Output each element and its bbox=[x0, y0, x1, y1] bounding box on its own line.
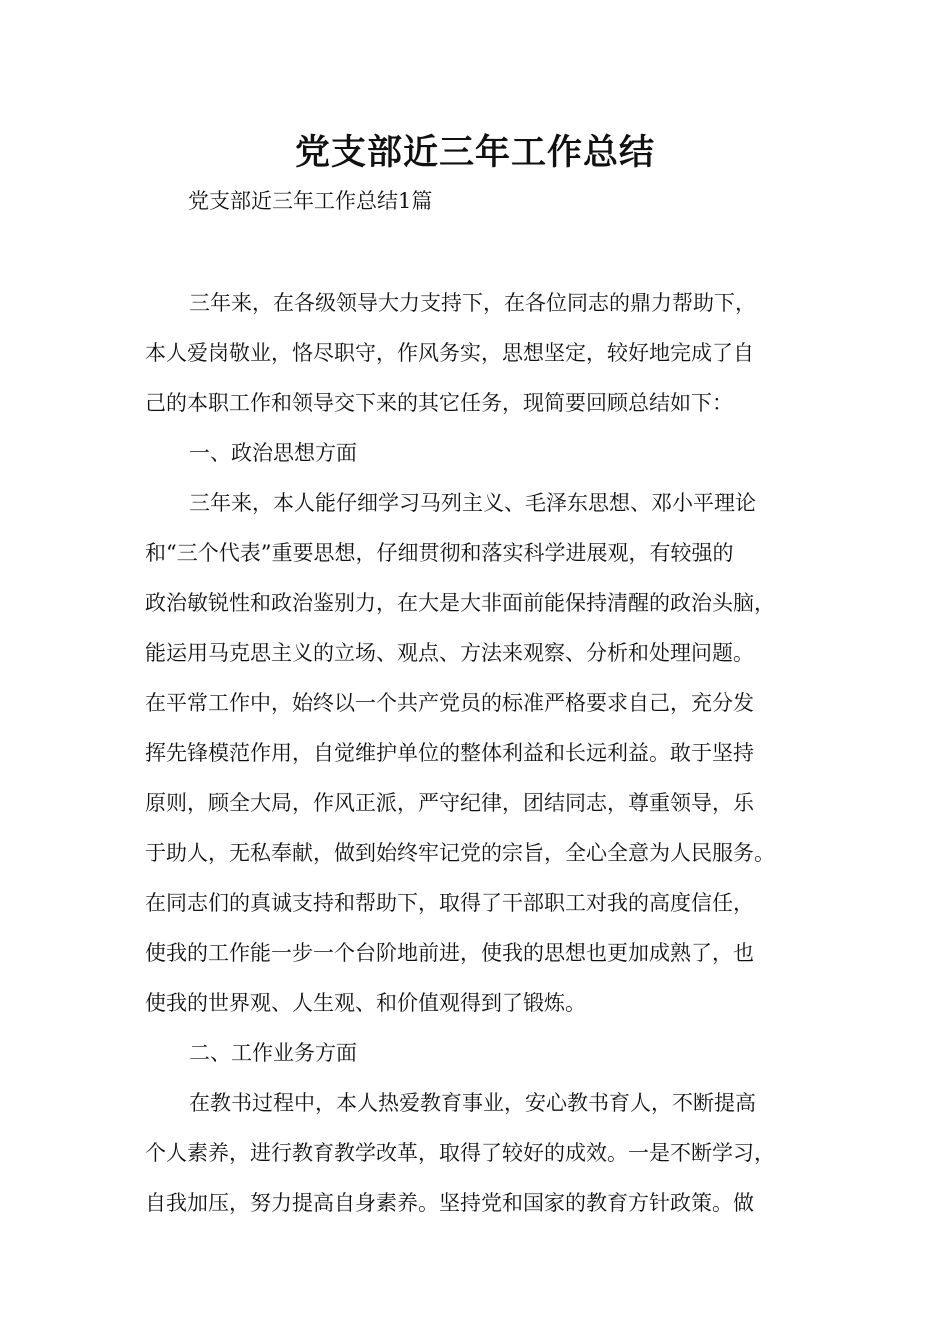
body-line: 于助人，无私奉献，做到始终牢记党的宗旨，全心全意为人民服务。 bbox=[145, 841, 775, 865]
document-subtitle: 党支部近三年工作总结1篇 bbox=[188, 189, 433, 213]
body-line: 能运用马克思主义的立场、观点、方法来观察、分析和处理问题。 bbox=[145, 641, 754, 665]
body-line: 使我的世界观、人生观、和价值观得到了锻炼。 bbox=[145, 991, 586, 1015]
body-line: 三年来，本人能仔细学习马列主义、毛泽东思想、邓小平理论 bbox=[189, 491, 756, 515]
document-title: 党支部近三年工作总结 bbox=[294, 132, 655, 173]
body-line: 本人爱岗敬业，恪尽职守，作风务实，思想坚定，较好地完成了自 bbox=[145, 341, 754, 365]
body-line: 原则，顾全大局，作风正派，严守纪律，团结同志，尊重领导，乐 bbox=[145, 791, 754, 815]
section-heading-work: 二、工作业务方面 bbox=[189, 1041, 357, 1065]
body-line: 在平常工作中，始终以一个共产党员的标准严格要求自己，充分发 bbox=[145, 691, 754, 715]
body-line: 己的本职工作和领导交下来的其它任务，现简要回顾总结如下： bbox=[145, 391, 733, 415]
body-line: 三年来，在各级领导大力支持下，在各位同志的鼎力帮助下， bbox=[189, 291, 756, 315]
document-body bbox=[145, 278, 825, 1228]
body-line: 在同志们的真诚支持和帮助下，取得了干部职工对我的高度信任， bbox=[145, 891, 754, 915]
body-line: 和“三个代表”重要思想，仔细贯彻和落实科学进展观，有较强的 bbox=[145, 541, 734, 565]
body-line: 个人素养，进行教育教学改革，取得了较好的成效。一是不断学习， bbox=[145, 1141, 775, 1165]
body-line: 政治敏锐性和政治鉴别力，在大是大非面前能保持清醒的政治头脑， bbox=[145, 591, 775, 615]
body-line: 挥先锋模范作用，自觉维护单位的整体利益和长远利益。敢于坚持 bbox=[145, 741, 754, 765]
body-line: 自我加压，努力提高自身素养。坚持党和国家的教育方针政策。做 bbox=[145, 1191, 754, 1215]
body-line: 使我的工作能一步一个台阶地前进，使我的思想也更加成熟了，也 bbox=[145, 941, 754, 965]
section-heading-politics: 一、政治思想方面 bbox=[189, 441, 357, 465]
body-line: 在教书过程中，本人热爱教育事业，安心教书育人，不断提高 bbox=[189, 1091, 756, 1115]
